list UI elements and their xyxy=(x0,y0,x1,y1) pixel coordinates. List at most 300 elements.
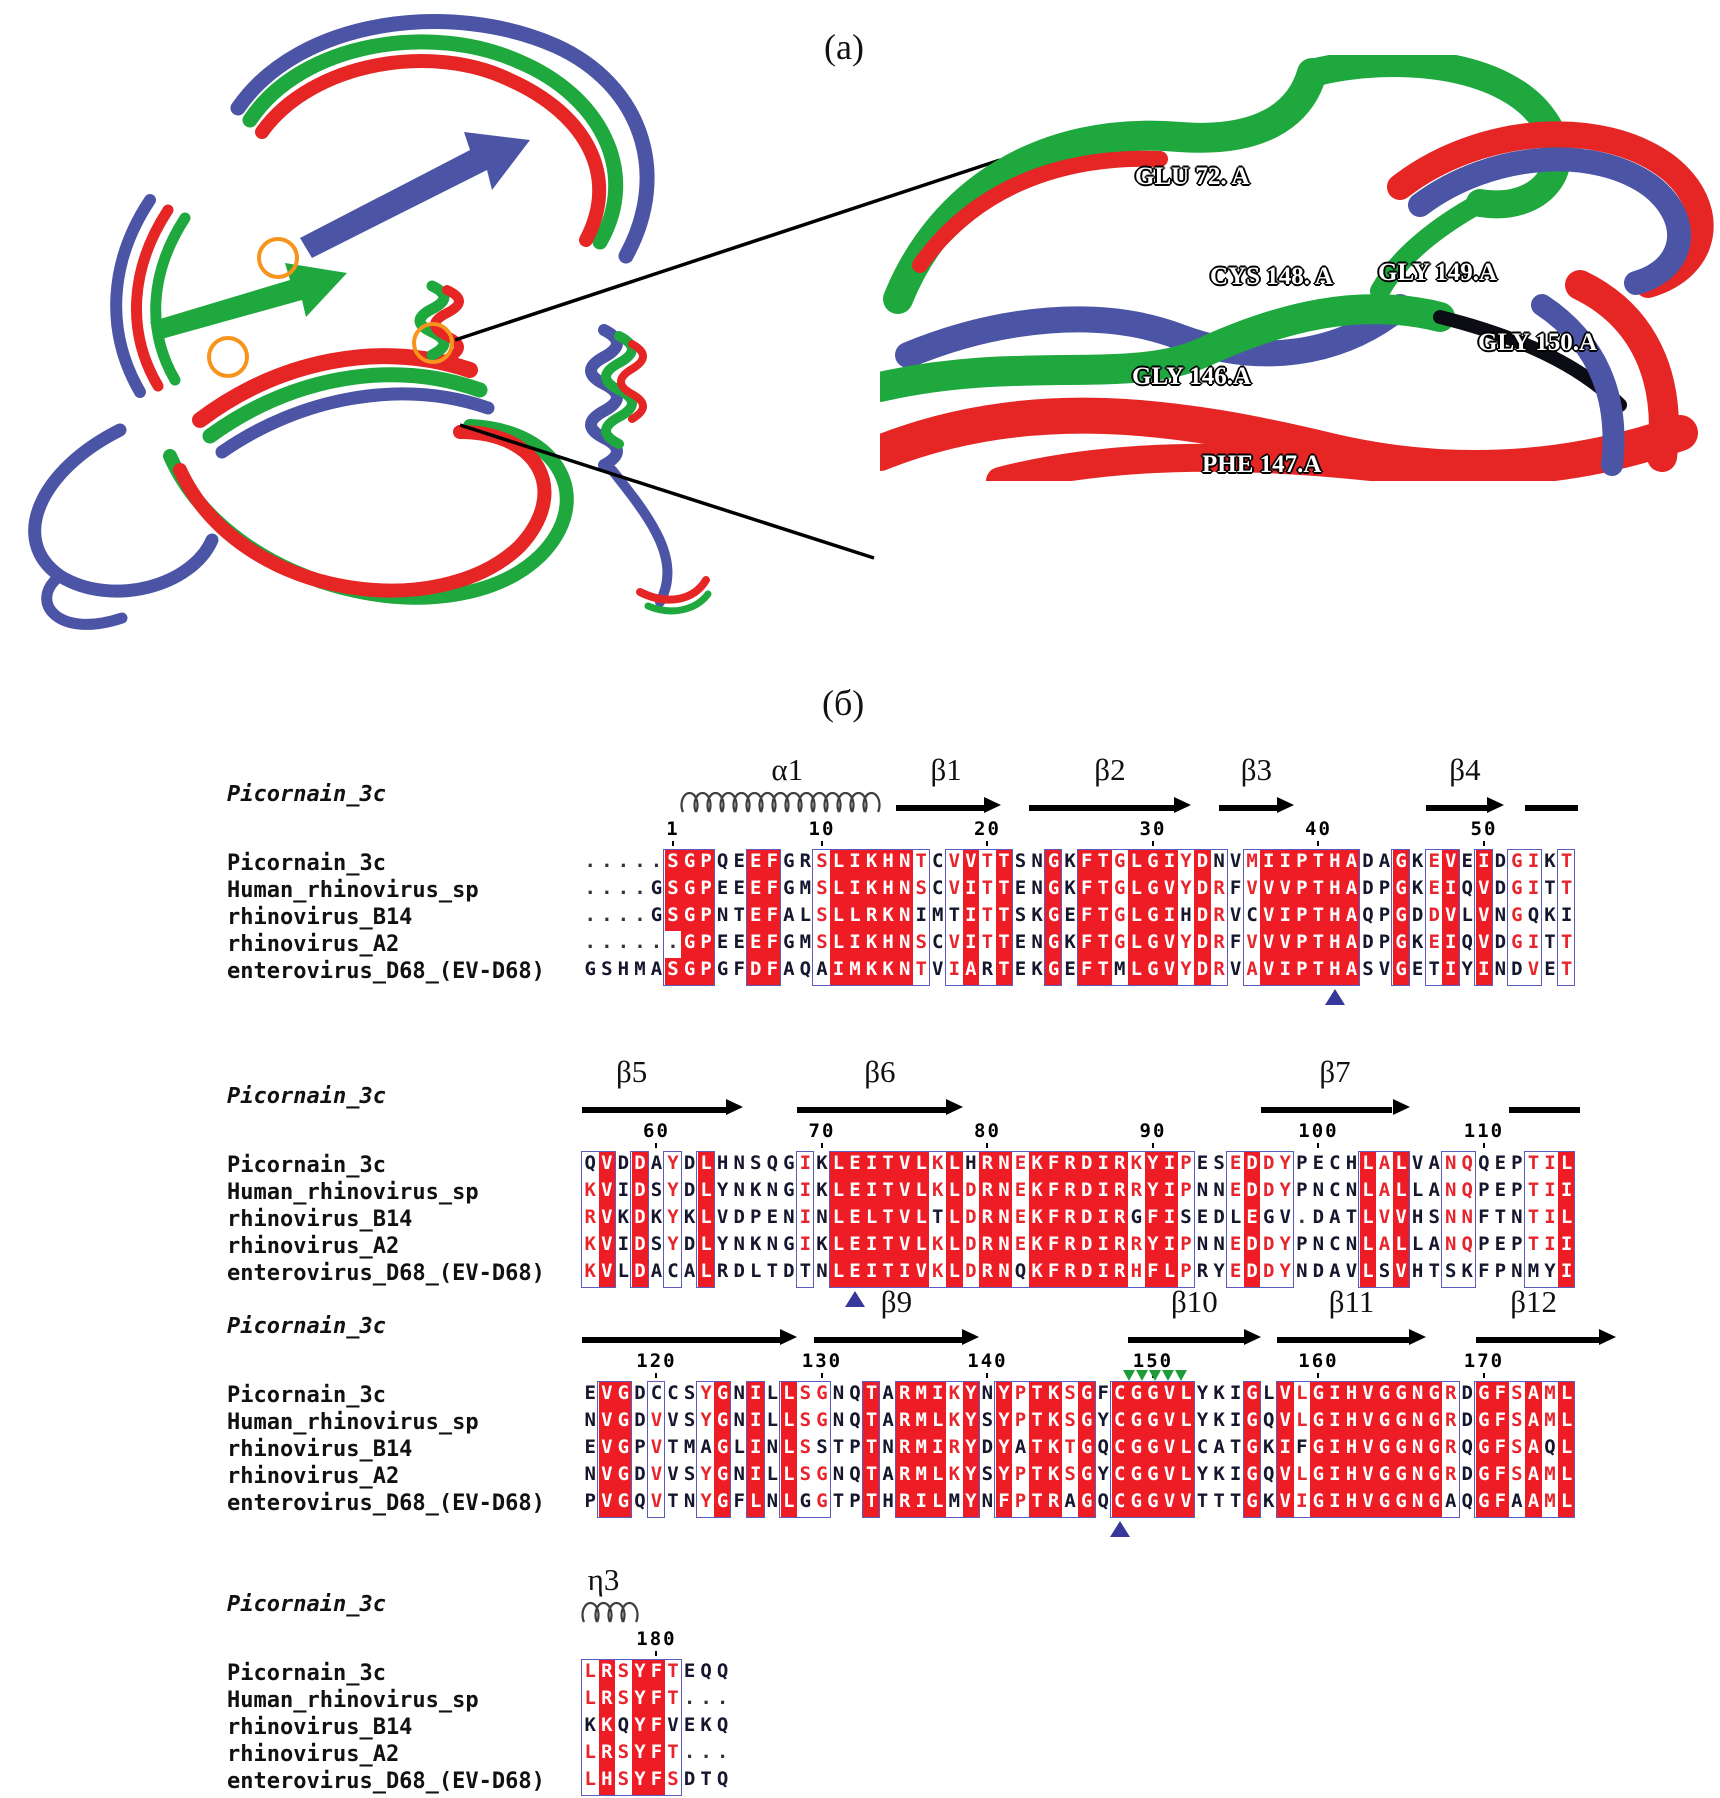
residue-cell: I xyxy=(863,1233,880,1260)
residue-cell: S xyxy=(683,1409,696,1431)
residue-cell: S xyxy=(750,1152,762,1174)
residue-cell: G xyxy=(615,1382,632,1409)
residue-cell: T xyxy=(733,904,745,926)
residue-cell: L xyxy=(1296,1382,1308,1404)
tick-number: 180 xyxy=(636,1628,677,1650)
residue-cell: G xyxy=(1476,1382,1493,1409)
residue-cell: T xyxy=(1095,904,1112,931)
residue-cell: K xyxy=(1045,1436,1062,1463)
residue-cell: T xyxy=(1029,1409,1046,1436)
residue-cell: A xyxy=(1378,1152,1391,1174)
residue-cell: D xyxy=(1078,1233,1095,1260)
residue-cell: T xyxy=(667,1660,679,1682)
residue-cell: G xyxy=(1145,931,1162,958)
residue-cell: A xyxy=(1525,1490,1542,1517)
residue-cell: N xyxy=(1296,1260,1308,1282)
residue-cell: K xyxy=(1029,1260,1046,1287)
residue-cell: F xyxy=(1078,877,1095,904)
residue-cell: D xyxy=(683,1179,696,1201)
residue-number xyxy=(616,1628,696,1656)
residue-cell: K xyxy=(948,1409,961,1431)
residue-cell: K xyxy=(1045,1409,1062,1436)
residue-cell: D xyxy=(1213,1206,1225,1228)
residue-cell: D xyxy=(965,1179,977,1201)
residue-cell: I xyxy=(1476,850,1493,877)
beta-strand-arrow xyxy=(797,1107,946,1113)
beta-strand-arrow xyxy=(582,1107,726,1113)
residue-cell: C xyxy=(1196,1436,1209,1458)
residue-cell: L xyxy=(1360,1206,1377,1233)
residue-cell: P xyxy=(1014,1382,1027,1404)
residue-cell: N xyxy=(1213,1179,1225,1201)
residue-cell: N xyxy=(1511,1260,1523,1282)
residue-cell: G xyxy=(1145,1382,1162,1409)
residue-cell: V xyxy=(1260,904,1277,931)
residue-cell: L xyxy=(584,1660,596,1682)
residue-cell: A xyxy=(1525,1409,1542,1436)
arrow-head-icon xyxy=(1599,1329,1616,1345)
residue-cell: S xyxy=(1511,1409,1523,1431)
residue-cell: I xyxy=(847,877,864,904)
residue-cell: S xyxy=(799,1436,812,1458)
residue-cell: D xyxy=(1494,931,1507,953)
residue-cell: E xyxy=(733,850,745,872)
residue-cell: I xyxy=(1161,1233,1178,1260)
residue-cell: . xyxy=(601,931,613,953)
residue-cell: . xyxy=(617,877,630,899)
residue-cell: E xyxy=(1064,958,1076,980)
residue-cell: I xyxy=(1277,904,1294,931)
residue-cell: K xyxy=(1045,1382,1062,1409)
beta-strand-arrow xyxy=(1426,805,1487,811)
residue-cell: K xyxy=(700,1714,712,1736)
residue-cell: . xyxy=(584,931,596,953)
residue-cell: L xyxy=(1558,1206,1575,1233)
residue-cell: G xyxy=(783,1152,795,1174)
residue-cell: E xyxy=(766,1206,779,1228)
residue-cell: L xyxy=(1411,1179,1424,1201)
residue-cell: P xyxy=(1296,1233,1308,1255)
tick-mark-icon xyxy=(672,841,674,846)
residue-cell: R xyxy=(896,1409,913,1436)
residue-cell: D xyxy=(1078,1206,1095,1233)
residue-cell: E xyxy=(716,877,729,899)
residue-cell: H xyxy=(1327,877,1344,904)
residue-cell: E xyxy=(1461,850,1473,872)
ss-reference-label: Picornain_3c xyxy=(227,1592,386,1617)
residue-label-gly149: GLY 149.A xyxy=(1378,259,1498,286)
residue-cell: I xyxy=(863,1152,880,1179)
residue-cell: P xyxy=(1378,877,1391,899)
residue-cell: N xyxy=(1213,1233,1225,1255)
residue-cell: Y xyxy=(996,1436,1013,1463)
residue-cell: T xyxy=(996,877,1013,904)
residue-cell: V xyxy=(599,1382,616,1409)
residue-cell: A xyxy=(783,904,795,926)
residue-cell: N xyxy=(733,1233,745,1255)
residue-cell: S xyxy=(799,1382,812,1404)
residue-cell: I xyxy=(896,1260,913,1287)
residue-cell: R xyxy=(896,1382,913,1409)
residue-cell: L xyxy=(913,1152,930,1179)
residue-cell: D xyxy=(1194,877,1211,904)
residue-cell: L xyxy=(698,1179,715,1206)
residue-cell: I xyxy=(799,1206,812,1228)
residue-cell: C xyxy=(1329,1152,1341,1174)
residue-cell: T xyxy=(1560,850,1573,872)
residue-cell: P xyxy=(1180,1179,1192,1201)
residue-cell: G xyxy=(1078,1490,1095,1517)
residue-cell: V xyxy=(1393,1260,1410,1287)
residue-cell: G xyxy=(615,1490,632,1517)
residue-cell: V xyxy=(667,1463,679,1485)
residue-cell: S xyxy=(1180,1206,1192,1228)
residue-cell: P xyxy=(1294,958,1311,985)
residue-cell: P xyxy=(1294,850,1311,877)
residue-cell: L xyxy=(929,1409,946,1436)
residue-cell: E xyxy=(1428,931,1440,953)
residue-cell: D xyxy=(634,1463,646,1485)
residue-cell: V xyxy=(599,1436,616,1463)
residue-cell: K xyxy=(1064,877,1076,899)
residue-cell: A xyxy=(1378,1233,1391,1255)
residue-cell: A xyxy=(1444,1490,1457,1512)
residue-cell: V xyxy=(1442,904,1459,931)
residue-cell: L xyxy=(1558,1409,1575,1436)
residue-cell: D xyxy=(1362,877,1374,899)
residue-cell: T xyxy=(996,850,1013,877)
residue-cell: N xyxy=(996,1179,1013,1206)
residue-cell: C xyxy=(932,850,944,872)
residue-cell: L xyxy=(1558,1490,1575,1517)
residue-cell: K xyxy=(863,931,880,958)
residue-cell: R xyxy=(1112,1260,1129,1287)
residue-cell: D xyxy=(632,1233,649,1260)
residue-cell: H xyxy=(1345,1152,1358,1174)
residue-cell: E xyxy=(1014,877,1027,899)
residue-cell: T xyxy=(700,1768,712,1790)
residue-cell: Y xyxy=(1145,1179,1162,1206)
residue-cell: G xyxy=(1393,931,1410,958)
residue-cell: H xyxy=(1130,1260,1143,1282)
residue-cell: R xyxy=(799,850,812,872)
residue-cell: F xyxy=(1045,1152,1062,1179)
residue-cell: L xyxy=(1178,1436,1195,1463)
residue-cell: T xyxy=(880,1260,897,1287)
residue-cell: D xyxy=(1262,1233,1275,1255)
residue-cell: T xyxy=(1310,877,1327,904)
residue-cell: E xyxy=(1014,1152,1027,1174)
residue-cell: G xyxy=(1426,1436,1443,1463)
sequence-name: rhinovirus_B14 xyxy=(227,1715,413,1740)
residue-cell: T xyxy=(1560,931,1573,953)
residue-cell: F xyxy=(648,1687,665,1714)
tick-number: 20 xyxy=(974,818,1001,840)
residue-cell: L xyxy=(1393,1152,1410,1179)
residue-cell: T xyxy=(1428,1260,1440,1282)
residue-cell: L xyxy=(863,1206,880,1233)
residue-cell: H xyxy=(599,1768,616,1795)
tick-number: 70 xyxy=(808,1120,836,1142)
residue-cell: G xyxy=(650,904,663,926)
residue-cell: L xyxy=(1128,958,1145,985)
residue-cell: G xyxy=(1511,877,1523,899)
residue-cell: V xyxy=(1229,850,1242,872)
ss-reference-label: Picornain_3c xyxy=(227,1314,386,1339)
residue-cell: S xyxy=(1428,1206,1440,1228)
residue-cell: L xyxy=(1178,1382,1195,1409)
residue-cell: F xyxy=(1045,1260,1062,1287)
tick-number: 30 xyxy=(1139,818,1167,840)
residue-cell: L xyxy=(1229,1206,1242,1228)
residue-cell: T xyxy=(1560,877,1573,899)
residue-cell: I xyxy=(1442,931,1459,958)
residue-cell: V xyxy=(1360,1490,1377,1517)
residue-cell: I xyxy=(1544,1179,1556,1201)
residue-cell: T xyxy=(880,1233,897,1260)
residue-number xyxy=(782,1120,862,1148)
residue-cell: E xyxy=(716,931,729,953)
residue-cell: G xyxy=(816,1463,828,1485)
residue-cell: R xyxy=(1444,1436,1457,1458)
residue-cell: Q xyxy=(617,1714,630,1736)
residue-cell: V xyxy=(1360,1382,1377,1409)
residue-cell: D xyxy=(1494,850,1507,872)
residue-cell: G xyxy=(1426,1382,1443,1409)
residue-cell: N xyxy=(683,1490,696,1512)
residue-cell: F xyxy=(1045,1206,1062,1233)
sequence-name: enterovirus_D68_(EV-D68) xyxy=(227,1491,545,1516)
residue-cell: V xyxy=(948,850,961,872)
residue-cell: E xyxy=(1411,958,1424,980)
sequence-row xyxy=(582,1463,1575,1490)
residue-cell: K xyxy=(932,1233,944,1255)
residue-cell: G xyxy=(816,1409,828,1431)
residue-cell: T xyxy=(1095,931,1112,958)
residue-cell: Y xyxy=(1279,1152,1291,1174)
residue-cell: I xyxy=(830,958,847,985)
residue-cell: R xyxy=(863,904,880,931)
residue-cell: I xyxy=(863,1260,880,1287)
residue-cell: T xyxy=(667,1687,679,1709)
residue-cell: S xyxy=(915,931,927,953)
residue-cell: V xyxy=(1260,877,1277,904)
residue-cell: G xyxy=(1244,1490,1261,1517)
residue-cell: C xyxy=(1246,904,1258,926)
residue-cell: F xyxy=(648,1714,665,1741)
residue-cell: C xyxy=(667,1260,679,1282)
residue-cell: E xyxy=(683,1714,696,1736)
residue-cell: Q xyxy=(716,1660,729,1682)
residue-cell: . xyxy=(1296,1206,1308,1228)
residue-cell: R xyxy=(584,1206,596,1228)
residue-cell: G xyxy=(1476,1409,1493,1436)
residue-cell: D xyxy=(632,1206,649,1233)
residue-cell: T xyxy=(863,1436,880,1463)
residue-cell: N xyxy=(766,1436,779,1458)
residue-number xyxy=(1278,1350,1358,1378)
residue-cell: K xyxy=(863,877,880,904)
residue-cell: T xyxy=(915,850,927,872)
residue-cell: N xyxy=(1031,931,1043,953)
residue-cell: V xyxy=(1476,877,1493,904)
sequence-row xyxy=(582,1768,731,1795)
residue-cell: E xyxy=(847,1233,864,1260)
residue-cell: I xyxy=(1327,1382,1344,1409)
residue-cell: F xyxy=(1078,958,1095,985)
residue-cell: I xyxy=(1277,958,1294,985)
residue-cell: F xyxy=(648,1660,665,1687)
residue-cell: I xyxy=(929,1436,946,1463)
residue-cell: L xyxy=(1558,1152,1575,1179)
residue-cell: Y xyxy=(632,1714,649,1741)
residue-cell: Y xyxy=(1180,877,1192,899)
residue-cell: N xyxy=(1444,1179,1457,1201)
residue-cell: S xyxy=(683,1382,696,1404)
residue-cell: Y xyxy=(1180,931,1192,953)
ss-reference-label: Picornain_3c xyxy=(227,782,386,807)
ss-reference-label: Picornain_3c xyxy=(227,1084,386,1109)
residue-cell: A xyxy=(1378,1179,1391,1201)
residue-cell: K xyxy=(932,1179,944,1201)
sequence-name: enterovirus_D68_(EV-D68) xyxy=(227,1261,545,1286)
residue-cell: I xyxy=(1161,904,1178,931)
residue-cell: I xyxy=(1296,1490,1308,1512)
residue-cell: T xyxy=(1345,1206,1358,1228)
binding-site-marker xyxy=(1175,1370,1187,1381)
residue-cell: P xyxy=(849,1436,861,1458)
arrow-head-icon xyxy=(1174,797,1191,813)
residue-cell: Y xyxy=(996,1382,1013,1409)
residue-cell: F xyxy=(1492,1382,1509,1409)
residue-cell: K xyxy=(1262,1436,1275,1458)
residue-cell: S xyxy=(816,931,828,953)
residue-cell: V xyxy=(948,877,961,899)
residue-cell: P xyxy=(1180,1260,1192,1282)
residue-cell: Q xyxy=(700,1660,712,1682)
residue-cell: S xyxy=(1511,1436,1523,1458)
residue-cell: N xyxy=(766,1490,779,1512)
residue-cell: R xyxy=(1045,1490,1062,1517)
residue-cell: I xyxy=(1544,1206,1556,1228)
residue-cell: G xyxy=(1511,850,1523,872)
residue-cell: T xyxy=(1095,958,1112,985)
residue-cell: T xyxy=(863,1490,880,1517)
residue-cell: T xyxy=(915,958,927,980)
residue-cell: A xyxy=(1213,1436,1225,1458)
residue-cell: M xyxy=(913,1382,930,1409)
residue-cell: R xyxy=(599,1687,616,1714)
residue-cell: L xyxy=(929,1490,946,1517)
residue-cell: G xyxy=(1244,1436,1261,1463)
residue-cell: N xyxy=(733,1409,745,1431)
ss-label: β11 xyxy=(1328,1284,1375,1319)
residue-cell: N xyxy=(1444,1152,1457,1174)
residue-cell: E xyxy=(1014,1233,1027,1255)
residue-cell: S xyxy=(981,1409,994,1431)
residue-cell: L xyxy=(830,1233,847,1260)
residue-cell: S xyxy=(617,1660,630,1682)
arrow-head-icon xyxy=(780,1329,797,1345)
residue-cell: Y xyxy=(1196,1463,1209,1485)
residue-cell: G xyxy=(1476,1463,1493,1490)
residue-cell: T xyxy=(1560,958,1573,980)
ss-label: β4 xyxy=(1449,752,1481,787)
residue-cell: K xyxy=(863,958,880,985)
residue-cell: I xyxy=(863,1179,880,1206)
residue-cell: R xyxy=(1213,958,1225,980)
residue-cell: N xyxy=(766,1233,779,1255)
residue-cell: N xyxy=(716,904,729,926)
residue-cell: D xyxy=(1362,850,1374,872)
residue-cell: G xyxy=(1078,1463,1095,1490)
residue-cell: Q xyxy=(1461,1233,1473,1255)
residue-cell: I xyxy=(1558,1260,1575,1287)
ss-label: α1 xyxy=(771,752,804,787)
arrow-head-icon xyxy=(1487,797,1504,813)
residue-cell: . xyxy=(634,931,646,953)
residue-cell: F xyxy=(733,958,745,980)
residue-cell: L xyxy=(1558,1436,1575,1463)
residue-cell: I xyxy=(1277,1436,1294,1463)
residue-cell: S xyxy=(665,904,682,931)
residue-cell: Q xyxy=(1478,1152,1490,1174)
residue-cell: I xyxy=(1442,958,1459,985)
residue-cell: S xyxy=(650,1179,663,1201)
residue-cell: V xyxy=(1476,904,1493,931)
residue-cell: S xyxy=(1213,1152,1225,1174)
residue-cell: N xyxy=(996,1233,1013,1260)
residue-cell: G xyxy=(716,958,729,980)
residue-cell: N xyxy=(981,1490,994,1512)
residue-cell: G xyxy=(1244,1463,1261,1490)
residue-cell: G xyxy=(1244,1382,1261,1409)
residue-cell: L xyxy=(584,1687,596,1709)
residue-cell: C xyxy=(932,877,944,899)
residue-cell: Q xyxy=(1461,1436,1473,1458)
residue-cell: S xyxy=(816,904,828,926)
residue-cell: G xyxy=(615,1436,632,1463)
residue-cell: E xyxy=(1494,1152,1507,1174)
tick-mark-icon xyxy=(821,841,823,846)
residue-cell: G xyxy=(1045,850,1062,877)
residue-cell: P xyxy=(1180,1152,1192,1174)
residue-cell: S xyxy=(816,877,828,899)
residue-number xyxy=(947,1120,1027,1148)
beta-strand-arrow xyxy=(1128,1337,1243,1343)
catalytic-site-marker xyxy=(1110,1521,1130,1537)
residue-cell: N xyxy=(1409,1409,1426,1436)
residue-cell: E xyxy=(1014,1179,1027,1201)
residue-cell: E xyxy=(1428,877,1440,899)
residue-cell: A xyxy=(650,1260,663,1282)
residue-cell: . xyxy=(634,850,646,872)
beta-strand-arrow xyxy=(1476,1337,1600,1343)
arrow-head-icon xyxy=(1277,797,1294,813)
residue-cell: K xyxy=(1029,1179,1046,1206)
residue-cell: Y xyxy=(996,1463,1013,1490)
arrow-head-icon xyxy=(962,1329,979,1345)
residue-cell: N xyxy=(1345,1233,1358,1255)
residue-cell: G xyxy=(1376,1382,1393,1409)
residue-cell: H xyxy=(880,877,897,904)
residue-number xyxy=(782,818,862,846)
ss-line xyxy=(1525,805,1578,811)
residue-cell: Q xyxy=(1461,931,1473,953)
residue-cell: F xyxy=(1078,850,1095,877)
residue-cell: T xyxy=(981,877,994,899)
residue-cell: T xyxy=(799,1260,812,1282)
